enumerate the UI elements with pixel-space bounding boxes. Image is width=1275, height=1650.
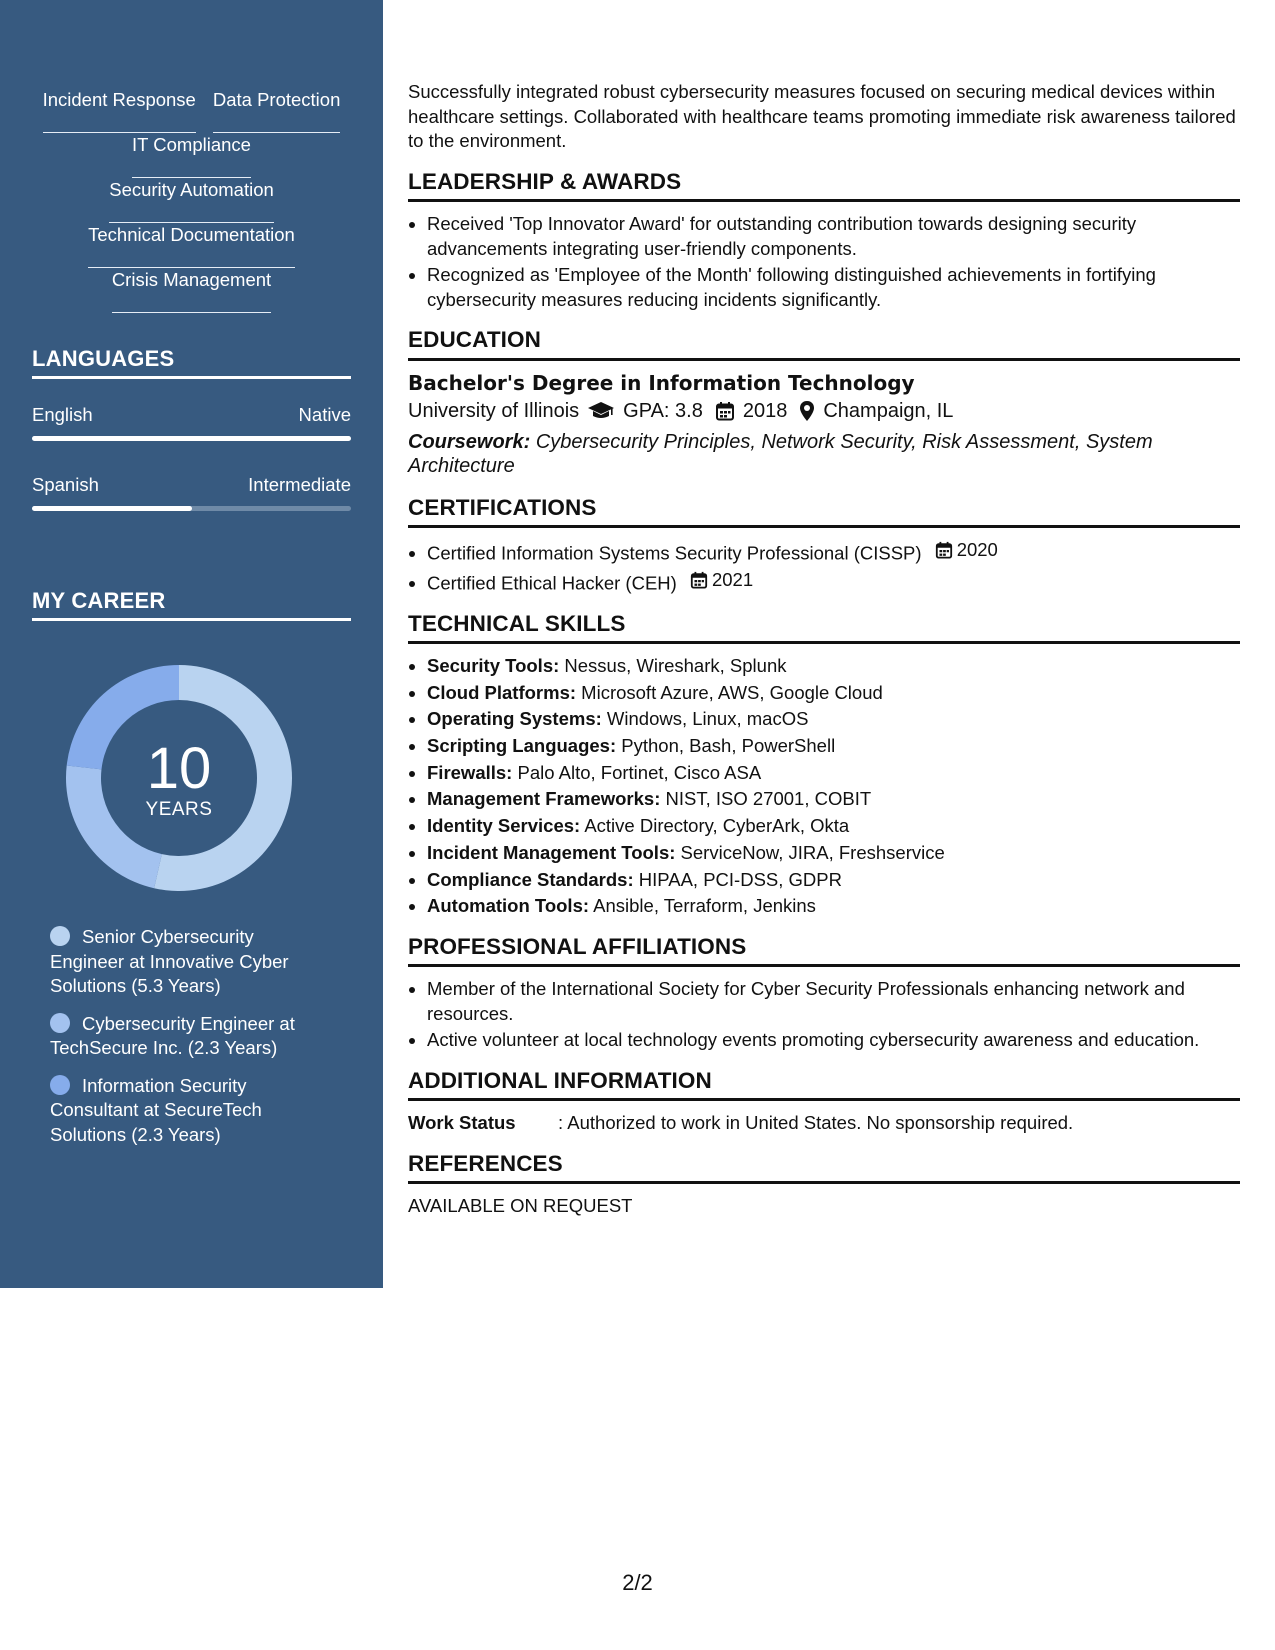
tech-skill-value: NIST, ISO 27001, COBIT	[665, 788, 872, 810]
career-dot-icon	[50, 1075, 70, 1095]
references-text: AVAILABLE ON REQUEST	[408, 1195, 633, 1217]
tech-skill-item	[427, 894, 1240, 919]
location-pin-icon	[799, 400, 815, 422]
coursework	[408, 430, 1240, 478]
work-status-row	[408, 1111, 1240, 1136]
technical-skills-list	[408, 654, 1240, 919]
graduation-cap-icon	[587, 401, 615, 421]
education-heading: EDUCATION	[408, 328, 1240, 361]
awards-list	[408, 212, 1240, 312]
tech-skill-label: Cloud Platforms:	[427, 681, 577, 703]
language-level: Native	[298, 404, 351, 425]
main-content	[408, 80, 1240, 1219]
coursework-list: Cybersecurity Principles, Network Security, Risk Assessment, System Architecture	[408, 430, 1153, 477]
coursework-label: Coursework:	[408, 430, 531, 453]
tech-skill-value: Microsoft Azure, AWS, Google Cloud	[581, 681, 883, 703]
tech-skill-value: Ansible, Terraform, Jenkins	[593, 895, 816, 917]
work-status-label: Work Status	[408, 1112, 516, 1134]
tech-skill-item	[427, 761, 1240, 786]
certification-name: Certified Ethical Hacker (CEH)	[427, 572, 677, 593]
tech-skill-item	[427, 787, 1240, 812]
tech-skill-label: Scripting Languages:	[427, 735, 617, 757]
certification-item	[427, 538, 1240, 566]
additional-info-heading: ADDITIONAL INFORMATION	[408, 1069, 1240, 1102]
language-level: Intermediate	[248, 474, 351, 495]
tech-skill-value: Python, Bash, PowerShell	[621, 735, 836, 757]
tech-skill-value: Windows, Linux, macOS	[606, 708, 809, 730]
tech-skill-value: Palo Alto, Fortinet, Cisco ASA	[517, 761, 762, 783]
tech-skill-label: Compliance Standards:	[427, 868, 634, 890]
language-bar	[32, 506, 351, 511]
tech-skill-item	[427, 868, 1240, 893]
references-heading: REFERENCES	[408, 1152, 1240, 1185]
career-heading: MY CAREER	[32, 588, 351, 621]
tech-skill-label: Firewalls:	[427, 761, 513, 783]
language-bar-fill	[32, 436, 351, 441]
tech-skill-item	[427, 841, 1240, 866]
career-total-years: 10	[146, 736, 212, 801]
skill-tag: Data Protection	[213, 88, 341, 133]
tech-skill-label: Identity Services:	[427, 815, 581, 837]
calendar-icon	[935, 541, 953, 559]
award-item: • Received 'Top Innovator Award' for outstanding contribution towards designing security advancements integrating user-friendly components.	[427, 212, 1240, 261]
language-english	[32, 404, 351, 441]
languages-heading: LANGUAGES	[32, 346, 351, 379]
skill-tag: Technical Documentation	[88, 223, 295, 268]
tech-skill-value: HIPAA, PCI-DSS, GDPR	[638, 868, 842, 890]
language-name: Spanish	[32, 474, 99, 495]
tech-skill-value: Active Directory, CyberArk, Okta	[584, 815, 850, 837]
career-label: Information Security Consultant at SecureTech Solutions (2.3 Years)	[50, 1074, 262, 1145]
career-label: Senior Cybersecurity Engineer at Innovative Cyber Solutions (5.3 Years)	[50, 926, 289, 996]
career-item	[50, 925, 310, 999]
awards-heading: LEADERSHIP & AWARDS	[408, 170, 1240, 203]
skill-tag: Incident Response	[43, 88, 196, 133]
award-item: • Recognized as 'Employee of the Month' following distinguished achievements in fortifying cybersecurity measures reducing incidents significantly.	[427, 263, 1240, 312]
tech-skill-item	[427, 681, 1240, 706]
career-years-label: YEARS	[145, 799, 213, 820]
career-item	[50, 1074, 310, 1148]
work-status-value: : Authorized to work in United States. No sponsorship required.	[558, 1112, 1074, 1134]
career-item	[50, 1012, 310, 1061]
certification-item	[427, 568, 1240, 596]
tech-skill-value: Nessus, Wireshark, Splunk	[564, 655, 787, 676]
tech-skill-item	[427, 814, 1240, 839]
affiliations-heading: PROFESSIONAL AFFILIATIONS	[408, 935, 1240, 968]
affiliation-item: • Member of the International Society for Cyber Security Professionals enhancing network and resources.	[427, 977, 1240, 1026]
affiliations-list	[408, 977, 1240, 1053]
affiliation-item: • Active volunteer at local technology events promoting cybersecurity awareness and education.	[427, 1028, 1240, 1053]
career-label: Cybersecurity Engineer at TechSecure Inc. (2.3 Years)	[50, 1012, 295, 1058]
page-number: 2/2	[622, 1570, 653, 1595]
career-dot-icon	[50, 1013, 70, 1033]
certifications-list	[408, 538, 1240, 596]
graduation-year: 2018	[742, 400, 788, 422]
certification-year: 2021	[711, 568, 754, 590]
school-location: Champaign, IL	[823, 400, 954, 422]
language-spanish	[32, 474, 351, 511]
skill-tag: IT Compliance	[132, 133, 251, 178]
career-dot-icon	[50, 926, 70, 946]
tech-skill-label: Security Tools:	[427, 655, 560, 676]
language-bar	[32, 436, 351, 441]
technical-skills-heading: TECHNICAL SKILLS	[408, 612, 1240, 645]
gpa: GPA: 3.8	[623, 400, 703, 422]
tech-skill-item	[427, 707, 1240, 732]
intro-paragraph: Successfully integrated robust cybersecurity measures focused on securing medical devices within healthcare settings. Collaborated with healthcare teams promoting immediate risk awareness tailored to the environment.	[408, 81, 1236, 151]
certification-name: Certified Information Systems Security Professional (CISSP)	[427, 542, 922, 564]
calendar-icon	[715, 401, 735, 421]
language-bar-fill	[32, 506, 192, 511]
sidebar	[0, 0, 383, 1288]
degree-title: Bachelor's Degree in Information Technology	[408, 370, 915, 395]
career-donut	[66, 665, 292, 891]
certifications-heading: CERTIFICATIONS	[408, 496, 1240, 529]
career-list	[50, 925, 310, 1160]
tech-skill-value: ServiceNow, JIRA, Freshservice	[680, 841, 945, 863]
skill-tag: Security Automation	[109, 178, 274, 223]
school-name: University of Illinois	[408, 400, 580, 422]
tech-skill-item	[427, 734, 1240, 759]
education-meta	[408, 399, 1240, 424]
skills-tags	[0, 88, 383, 313]
tech-skill-label: Automation Tools:	[427, 895, 590, 917]
language-name: English	[32, 404, 93, 425]
skill-tag: Crisis Management	[112, 268, 271, 313]
calendar-icon	[690, 571, 708, 589]
tech-skill-label: Management Frameworks:	[427, 788, 661, 810]
certification-year: 2020	[956, 539, 998, 560]
tech-skill-item	[427, 654, 1240, 679]
tech-skill-label: Operating Systems:	[427, 708, 602, 730]
tech-skill-label: Incident Management Tools:	[427, 841, 676, 863]
